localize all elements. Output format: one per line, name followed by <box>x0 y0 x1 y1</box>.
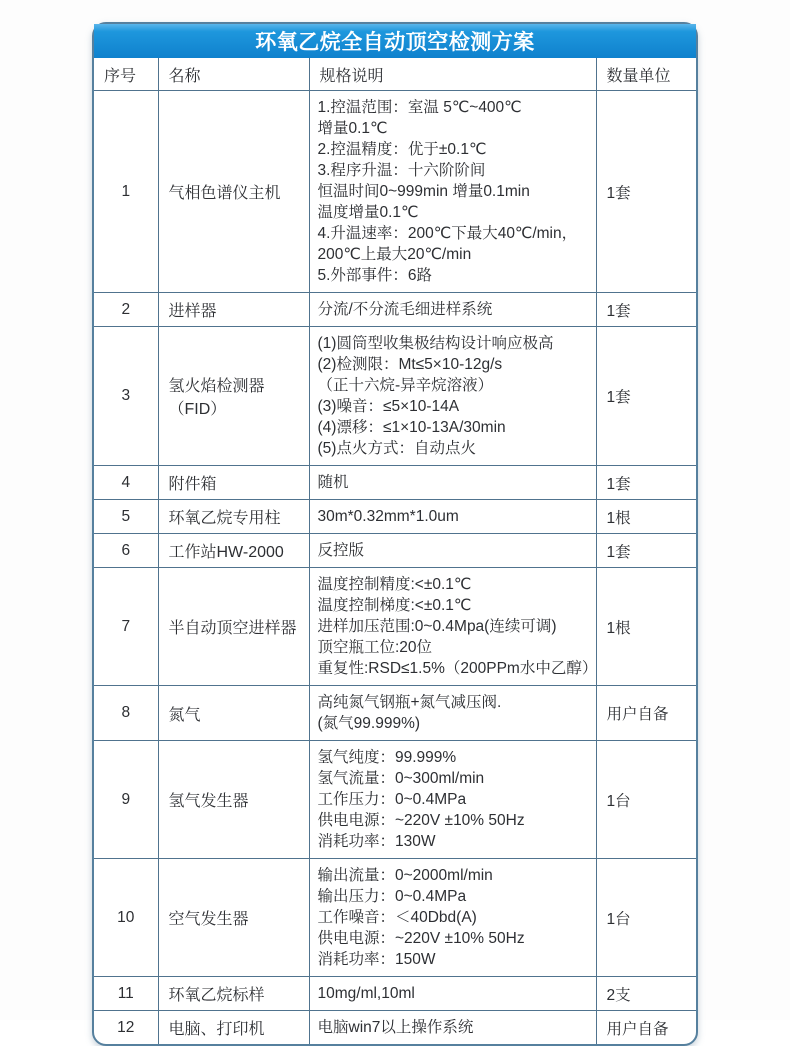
spec-cell <box>309 686 596 741</box>
spec-line: 温度增量0.1℃ <box>317 204 419 221</box>
table-row <box>94 466 696 500</box>
row-index-cell: 3 <box>94 327 158 466</box>
spec-cell <box>309 1011 596 1045</box>
spec-line: 30m*0.32mm*1.0um <box>317 508 459 525</box>
col-header-qty: 数量单位 <box>596 58 696 91</box>
spec-cell <box>309 293 596 327</box>
spec-line: 4.升温速率：200℃下最大40℃/min， <box>317 225 578 242</box>
qty-cell: 1根 <box>596 500 696 534</box>
spec-line: 重复性:RSD≤1.5%（200PPm水中乙醇） <box>317 660 598 677</box>
spec-line: 氢气流量：0~300ml/min <box>317 770 485 787</box>
item-name-cell: 气相色谱仪主机 <box>158 91 309 293</box>
qty-cell: 1套 <box>596 534 696 568</box>
spec-line: 工作压力：0~0.4MPa <box>317 791 467 808</box>
row-index-cell: 10 <box>94 859 158 977</box>
table-row <box>94 293 696 327</box>
qty-cell: 1台 <box>596 859 696 977</box>
spec-line: 输出压力：0~0.4MPa <box>317 888 467 905</box>
spec-line: 200℃上最大20℃/min <box>317 246 472 263</box>
row-index-cell: 6 <box>94 534 158 568</box>
col-header-index: 序号 <box>94 58 158 91</box>
spec-line: 反控版 <box>317 542 365 559</box>
spec-line: (氮气99.999%) <box>317 715 421 732</box>
item-name-cell: 氢气发生器 <box>158 741 309 859</box>
table-row <box>94 534 696 568</box>
table-title-bar <box>94 24 696 58</box>
qty-cell: 1套 <box>596 466 696 500</box>
spec-line: 增量0.1℃ <box>317 120 388 137</box>
spec-line: 供电电源：~220V ±10% 50Hz <box>317 930 525 947</box>
spec-cell <box>309 327 596 466</box>
item-name-cell: 电脑、打印机 <box>158 1011 309 1045</box>
spec-line: (3)噪音：≤5×10-14A <box>317 398 460 415</box>
qty-cell: 1套 <box>596 91 696 293</box>
row-index-cell: 2 <box>94 293 158 327</box>
table-row <box>94 686 696 741</box>
row-index-cell: 12 <box>94 1011 158 1045</box>
row-index-cell: 5 <box>94 500 158 534</box>
spec-table <box>94 58 696 1044</box>
spec-line: 5.外部事件：6路 <box>317 267 433 284</box>
spec-line: 氢气纯度：99.999% <box>317 749 457 766</box>
row-index-cell: 11 <box>94 977 158 1011</box>
spec-line: （正十六烷-异辛烷溶液） <box>317 377 494 394</box>
spec-line: 10mg/ml,10ml <box>317 985 415 1002</box>
row-index-cell: 1 <box>94 91 158 293</box>
spec-cell <box>309 500 596 534</box>
spec-line: 进样加压范围:0~0.4Mpa(连续可调) <box>317 618 557 635</box>
table-row <box>94 568 696 686</box>
spec-line: 3.程序升温：十六阶阶间 <box>317 162 486 179</box>
item-name-cell: 半自动顶空进样器 <box>158 568 309 686</box>
spec-cell <box>309 568 596 686</box>
row-index-cell: 9 <box>94 741 158 859</box>
spec-line: 电脑win7以上操作系统 <box>317 1019 474 1036</box>
spec-line: 1.控温范围：室温 5℃~400℃ <box>317 99 522 116</box>
spec-cell <box>309 466 596 500</box>
qty-cell: 2支 <box>596 977 696 1011</box>
table-title: 环氧乙烷全自动顶空检测方案 <box>255 31 535 54</box>
spec-line: (4)漂移：≤1×10-13A/30min <box>317 419 506 436</box>
spec-cell <box>309 859 596 977</box>
spec-cell <box>309 534 596 568</box>
spec-line: 消耗功率：150W <box>317 951 436 968</box>
item-name-cell: 环氧乙烷标样 <box>158 977 309 1011</box>
table-row <box>94 91 696 293</box>
col-header-name: 名称 <box>158 58 309 91</box>
spec-line: 输出流量：0~2000ml/min <box>317 867 493 884</box>
table-row <box>94 500 696 534</box>
item-name-cell: 附件箱 <box>158 466 309 500</box>
spec-line: (1)圆筒型收集极结构设计响应极高 <box>317 335 554 352</box>
qty-cell: 用户自备 <box>596 1011 696 1045</box>
spec-line: 温度控制梯度:<±0.1℃ <box>317 597 472 614</box>
detection-plan-panel <box>92 22 698 1046</box>
spec-line: 顶空瓶工位:20位 <box>317 639 433 656</box>
row-index-cell: 8 <box>94 686 158 741</box>
row-index-cell: 7 <box>94 568 158 686</box>
spec-line: 高纯氮气钢瓶+氮气减压阀. <box>317 694 502 711</box>
spec-line: (5)点火方式：自动点火 <box>317 440 476 457</box>
item-name-cell: 空气发生器 <box>158 859 309 977</box>
table-body <box>94 91 696 1045</box>
table-row <box>94 977 696 1011</box>
spec-line: 分流/不分流毛细进样系统 <box>317 301 493 318</box>
spec-line: (2)检测限：Mt≤5×10-12g/s <box>317 356 503 373</box>
qty-cell: 1套 <box>596 293 696 327</box>
spec-line: 随机 <box>317 474 349 491</box>
table-row <box>94 741 696 859</box>
spec-cell <box>309 977 596 1011</box>
spec-line: 恒温时间0~999min 增量0.1min <box>317 183 530 200</box>
col-header-spec: 规格说明 <box>309 58 596 91</box>
spec-line: 2.控温精度：优于±0.1℃ <box>317 141 487 158</box>
item-name-cell: 环氧乙烷专用柱 <box>158 500 309 534</box>
spec-cell <box>309 91 596 293</box>
qty-cell: 用户自备 <box>596 686 696 741</box>
spec-cell <box>309 741 596 859</box>
spec-line: 工作噪音：＜40Dbd(A) <box>317 909 477 926</box>
table-row <box>94 327 696 466</box>
qty-cell: 1套 <box>596 327 696 466</box>
item-name-cell: 工作站HW-2000 <box>158 534 309 568</box>
header-row <box>94 58 696 91</box>
spec-line: 消耗功率：130W <box>317 833 436 850</box>
item-name-cell: 氢火焰检测器（FID） <box>158 327 309 466</box>
qty-cell: 1根 <box>596 568 696 686</box>
spec-line: 供电电源：~220V ±10% 50Hz <box>317 812 525 829</box>
item-name-cell: 氮气 <box>158 686 309 741</box>
row-index-cell: 4 <box>94 466 158 500</box>
table-row <box>94 859 696 977</box>
spec-line: 温度控制精度:<±0.1℃ <box>317 576 472 593</box>
qty-cell: 1台 <box>596 741 696 859</box>
item-name-cell: 进样器 <box>158 293 309 327</box>
table-row <box>94 1011 696 1045</box>
